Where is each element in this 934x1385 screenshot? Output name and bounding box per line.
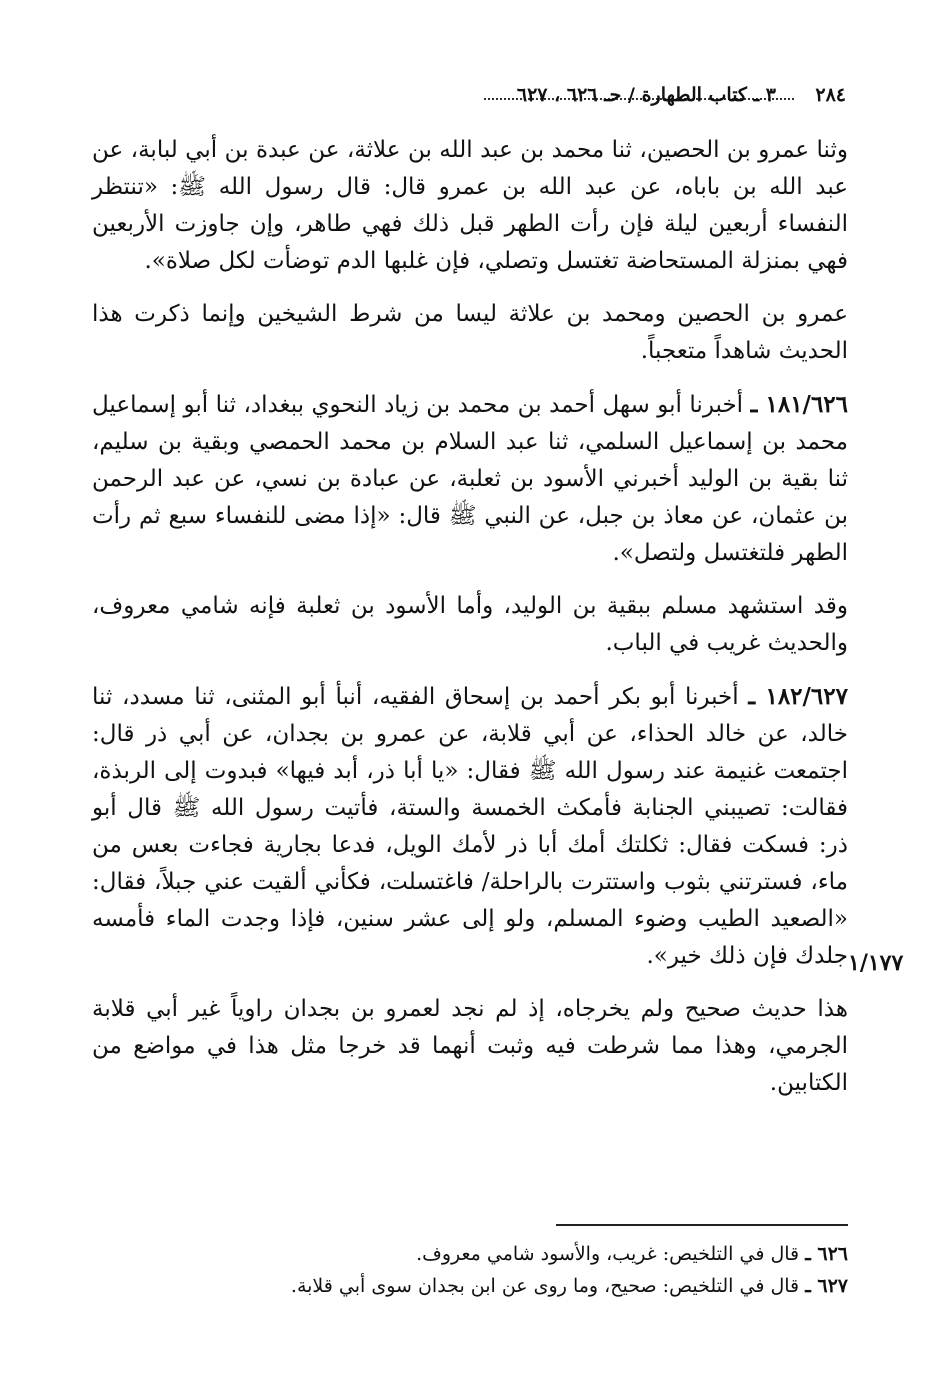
paragraph-text: أخبرنا أبو بكر أحمد بن إسحاق الفقيه، أنبأ أبو المثنى، ثنا مسدد، ثنا خالد، عن خالد الحذاء، عن أبي قلابة، عن عمرو بن بجدان، عن أبي ذر قال: اجتمعت غنيمة عند رسول الله ﷺ فقال: «يا أبا ذر، أبد فيها» فبدوت إلى الربذة، فقالت: تصيبني الجنابة فأمكث الخمسة والستة، فأتيت رسول الله ﷺ قال أبو ذر: فسكت فقال: ثكلتك أمك أبا ذر لأمك الويل، فدعا بجارية فجاءت بعس من ماء، فسترتني بثوب واستترت بالراحلة/ فاغتسلت، فكأني ألقيت عني جبلاً، فقال: «الصعيد الطيب وضوء المسلم، ولو إلى عشر سنين، فإذا وجدت الماء فأمسه جلدك فإن ذلك خير». <box>92 684 848 969</box>
running-title: ٣ ـ كتاب الطهارة / حـ ٦٢٦ ، ٦٢٧ <box>516 84 776 106</box>
paragraph-text: أخبرنا أبو سهل أحمد بن محمد بن زياد النحوي ببغداد، ثنا أبو إسماعيل محمد بن إسماعيل السلمي، ثنا عبد السلام بن محمد الحمصي وبقية بن سليم، ثنا بقية بن الوليد أخبرني الأسود بن ثعلبة، عن عبادة بن نسي، عن عبد الرحمن بن عثمان، عن معاذ بن جبل، عن النبي ﷺ قال: «إذا مضى للنفساء سبع ثم رأت الطهر فلتغتسل ولتصل». <box>92 392 848 566</box>
paragraph-commentary <box>92 296 848 370</box>
paragraph-hadith-626 <box>92 386 848 572</box>
manuscript-folio-note: ١/١٧٧ <box>848 950 904 976</box>
hadith-number: ١٨١/٦٢٦ ـ <box>750 391 849 418</box>
hadith-number: ١٨٢/٦٢٧ ـ <box>748 683 848 710</box>
paragraph-text: عمرو بن الحصين ومحمد بن علاثة ليسا من شرط الشيخين وإنما ذكرت هذا الحديث شاهداً متعجباً. <box>92 301 848 364</box>
paragraph-hadith-continuation <box>92 132 848 280</box>
paragraph-commentary <box>92 991 848 1102</box>
footnote-text: قال في التلخيص: غريب، والأسود شامي معروف. <box>416 1243 800 1265</box>
main-text <box>92 132 848 1118</box>
paragraph-hadith-627 <box>92 678 848 975</box>
footnote-item <box>92 1270 848 1302</box>
page-number: ٢٨٤ <box>815 84 846 106</box>
footnote-number: ٦٢٧ ـ <box>805 1275 848 1297</box>
footnote-separator <box>556 1224 848 1226</box>
footnotes <box>92 1238 848 1302</box>
footnote-number: ٦٢٦ ـ <box>805 1243 848 1265</box>
paragraph-text: هذا حديث صحيح ولم يخرجاه، إذ لم نجد لعمرو بن بجدان راوياً غير أبي قلابة الجرمي، وهذا مما شرطت فيه وثبت أنهما قد خرجا مثل هذا في مواضع من الكتابين. <box>92 996 848 1096</box>
paragraph-commentary <box>92 588 848 662</box>
footnote-text: قال في التلخيص: صحيح، وما روى عن ابن بجدان سوى أبي قلابة. <box>290 1275 800 1297</box>
running-header <box>96 82 846 122</box>
paragraph-text: وقد استشهد مسلم ببقية بن الوليد، وأما الأسود بن ثعلبة فإنه شامي معروف، والحديث غريب في الباب. <box>92 593 848 656</box>
paragraph-text: وثنا عمرو بن الحصين، ثنا محمد بن عبد الله بن علاثة، عن عبدة بن أبي لبابة، عن عبد الله بن باباه، عن عبد الله بن عمرو قال: قال رسول الله ﷺ: «تنتظر النفساء أربعين ليلة فإن رأت الطهر قبل ذلك فهي طاهر، وإن جاوزت الأربعين فهي بمنزلة المستحاضة تغتسل وتصلي، فإن غلبها الدم توضأت لكل صلاة». <box>92 137 848 274</box>
footnote-item <box>92 1238 848 1270</box>
